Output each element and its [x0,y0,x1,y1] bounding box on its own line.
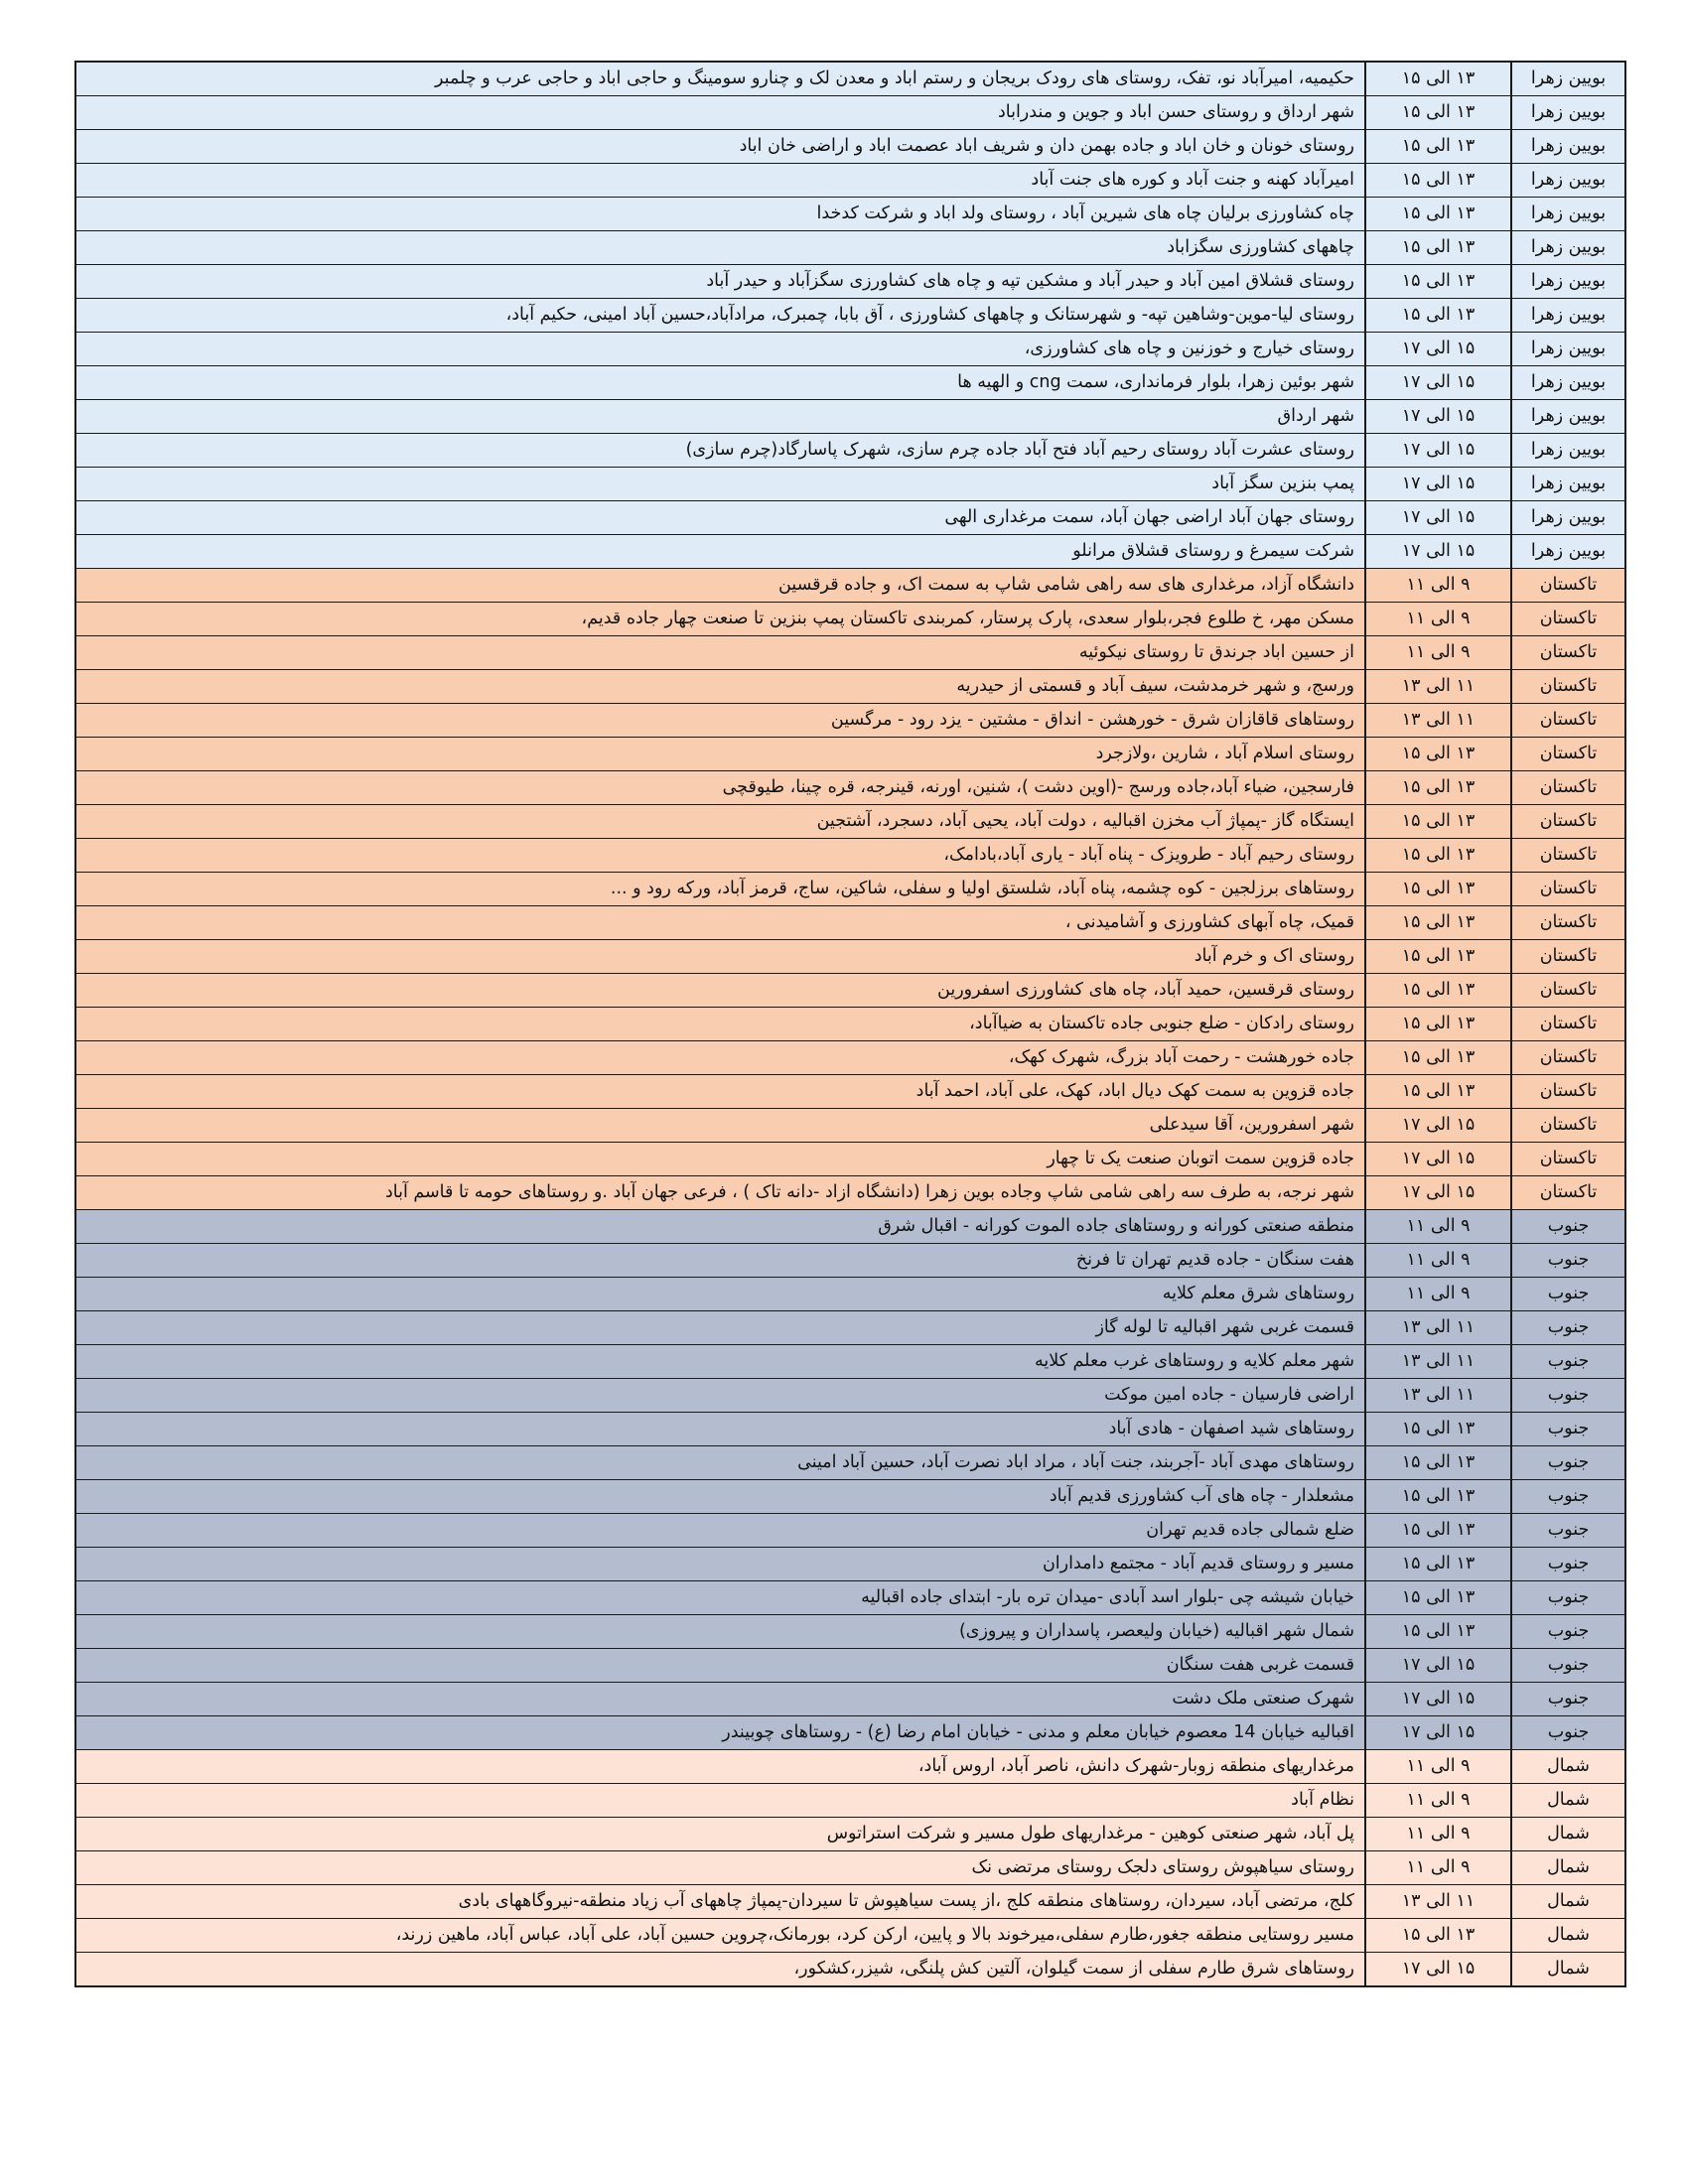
region-cell: جنوب [1511,1649,1625,1683]
time-cell: ۱۳ الی ۱۵ [1365,1446,1511,1480]
time-cell: ۱۵ الی ۱۷ [1365,1109,1511,1143]
table-row [75,1311,1625,1345]
areas-cell: چاههای کشاورزی سگزاباد [75,231,1365,265]
areas-cell: شهر بوئین زهرا، بلوار فرمانداری، سمت cng و الهیه ها [75,366,1365,400]
table-row [75,1109,1625,1143]
region-cell: تاکستان [1511,636,1625,670]
time-cell: ۱۳ الی ۱۵ [1365,1480,1511,1514]
areas-cell: مسکن مهر، خ طلوع فجر،بلوار سعدی، پارک پرستار، کمربندی تاکستان پمپ بنزین تا صنعت چهار جاده قدیم، [75,603,1365,636]
areas-cell: چاه کشاورزی برلیان چاه های شیرین آباد ، روستای ولد اباد و شرکت کدخدا [75,198,1365,231]
table-row [75,333,1625,366]
region-cell: تاکستان [1511,1176,1625,1210]
region-cell: بویین زهرا [1511,366,1625,400]
region-cell: جنوب [1511,1581,1625,1615]
region-cell: بویین زهرا [1511,130,1625,164]
time-cell: ۱۳ الی ۱۵ [1365,265,1511,299]
areas-cell: روستای اسلام آباد ، شارین ،ولازجرد [75,738,1365,771]
time-cell: ۱۵ الی ۱۷ [1365,468,1511,501]
table-row [75,704,1625,738]
areas-cell: روستای قشلاق امین آباد و حیدر آباد و مشکین تپه و چاه های کشاورزی سگزآباد و حیدر آباد [75,265,1365,299]
time-cell: ۱۳ الی ۱۵ [1365,1615,1511,1649]
table-row [75,636,1625,670]
time-cell: ۱۵ الی ۱۷ [1365,535,1511,569]
region-cell: تاکستان [1511,704,1625,738]
region-cell: تاکستان [1511,873,1625,906]
areas-cell: جاده قزوین سمت اتوبان صنعت یک تا چهار [75,1143,1365,1176]
areas-cell: پل آباد، شهر صنعتی کوهین - مرغداریهای طول مسیر و شرکت استراتوس [75,1818,1365,1851]
table-row [75,1851,1625,1885]
areas-cell: روستاهای برزلجین - کوه چشمه، پناه آباد، شلستق اولیا و سفلی، شاکین، ساج، قرمز آباد، ورکه رود و ... [75,873,1365,906]
areas-cell: اقبالیه خیابان 14 معصوم خیابان معلم و مدنی - خیابان امام رضا (ع) - روستاهای چوبیندر [75,1716,1365,1750]
region-cell: تاکستان [1511,1109,1625,1143]
areas-cell: شهر اسفرورین، آقا سیدعلی [75,1109,1365,1143]
table-row [75,1345,1625,1379]
table-row [75,1548,1625,1581]
table-row [75,501,1625,535]
region-cell: تاکستان [1511,1075,1625,1109]
table-row [75,1953,1625,1987]
time-cell: ۱۳ الی ۱۵ [1365,738,1511,771]
areas-cell: فارسجین، ضیاء آباد،جاده ورسج -(اوین دشت )، شنین، اورنه، قینرجه، قره چینا، طیوقچی [75,771,1365,805]
time-cell: ۱۱ الی ۱۳ [1365,1885,1511,1919]
areas-cell: ایستگاه گاز -پمپاژ آب مخزن اقبالیه ، دولت آباد، یحیی آباد، دسجرد، آشتجین [75,805,1365,839]
time-cell: ۱۳ الی ۱۵ [1365,1581,1511,1615]
table-row [75,1784,1625,1818]
areas-cell: شهر نرجه، به طرف سه راهی شامی شاپ وجاده بوین زهرا (دانشگاه ازاد -دانه تاک ) ، فرعی جهان آباد .و روستاهای حومه تا قاسم آباد [75,1176,1365,1210]
region-cell: تاکستان [1511,805,1625,839]
region-cell: شمال [1511,1953,1625,1987]
time-cell: ۱۱ الی ۱۳ [1365,670,1511,704]
time-cell: ۱۳ الی ۱۵ [1365,198,1511,231]
table-row [75,1379,1625,1413]
table-row [75,1480,1625,1514]
time-cell: ۱۳ الی ۱۵ [1365,231,1511,265]
areas-cell: کلج، مرتضی آباد، سیردان، روستاهای منطقه کلج ،از پست سیاهپوش تا سیردان-پمپاژ چاههای آب زیاد منطقه-نیروگاههای بادی [75,1885,1365,1919]
table-row [75,1413,1625,1446]
areas-cell: قسمت غربی شهر اقبالیه تا لوله گاز [75,1311,1365,1345]
time-cell: ۱۳ الی ۱۵ [1365,299,1511,333]
region-cell: جنوب [1511,1716,1625,1750]
areas-cell: ضلع شمالی جاده قدیم تهران [75,1514,1365,1548]
outage-schedule-table [74,61,1626,1987]
region-cell: تاکستان [1511,670,1625,704]
table-row [75,1446,1625,1480]
time-cell: ۹ الی ۱۱ [1365,1278,1511,1311]
areas-cell: پمپ بنزین سگز آباد [75,468,1365,501]
time-cell: ۱۱ الی ۱۳ [1365,1311,1511,1345]
region-cell: جنوب [1511,1413,1625,1446]
region-cell: شمال [1511,1750,1625,1784]
time-cell: ۹ الی ۱۱ [1365,1851,1511,1885]
region-cell: تاکستان [1511,738,1625,771]
region-cell: تاکستان [1511,771,1625,805]
region-cell: شمال [1511,1784,1625,1818]
areas-cell: روستاهای شرق معلم کلایه [75,1278,1365,1311]
region-cell: تاکستان [1511,1143,1625,1176]
areas-cell: روستای عشرت آباد روستای رحیم آباد فتح آباد جاده چرم سازی، شهرک پاسارگاد(چرم سازی) [75,434,1365,468]
table-row [75,569,1625,603]
areas-cell: روستای رحیم آباد - طرویزک - پناه آباد - یاری آباد،بادامک، [75,839,1365,873]
region-cell: جنوب [1511,1446,1625,1480]
region-cell: تاکستان [1511,940,1625,974]
region-cell: بویین زهرا [1511,231,1625,265]
time-cell: ۱۳ الی ۱۵ [1365,1041,1511,1075]
table-row [75,535,1625,569]
table-row [75,400,1625,434]
table-row [75,839,1625,873]
table-row [75,1143,1625,1176]
table-row [75,1075,1625,1109]
time-cell: ۹ الی ۱۱ [1365,1818,1511,1851]
areas-cell: روستای خونان و خان اباد و جاده بهمن دان و شریف اباد عصمت اباد و اراضی خان اباد [75,130,1365,164]
table-row [75,164,1625,198]
time-cell: ۱۱ الی ۱۳ [1365,1379,1511,1413]
table-row [75,1210,1625,1244]
time-cell: ۱۳ الی ۱۵ [1365,771,1511,805]
region-cell: بویین زهرا [1511,468,1625,501]
table-row [75,265,1625,299]
schedule-body [75,62,1625,1986]
areas-cell: حکیمیه، امیرآباد نو، تفک، روستای های رودک بریجان و رستم اباد و معدن لک و چنارو سومینگ و حاجی اباد و حاجی عرب و چلمبر [75,62,1365,96]
time-cell: ۹ الی ۱۱ [1365,1784,1511,1818]
time-cell: ۹ الی ۱۱ [1365,1244,1511,1278]
time-cell: ۱۳ الی ۱۵ [1365,130,1511,164]
areas-cell: شمال شهر اقبالیه (خیابان ولیعصر، پاسداران و پیروزی) [75,1615,1365,1649]
table-row [75,1615,1625,1649]
region-cell: بویین زهرا [1511,96,1625,130]
table-row [75,366,1625,400]
areas-cell: هفت سنگان - جاده قدیم تهران تا فرنخ [75,1244,1365,1278]
table-row [75,906,1625,940]
region-cell: شمال [1511,1885,1625,1919]
time-cell: ۹ الی ۱۱ [1365,636,1511,670]
region-cell: بویین زهرا [1511,535,1625,569]
areas-cell: از حسین اباد جرندق تا روستای نیکوئیه [75,636,1365,670]
region-cell: بویین زهرا [1511,333,1625,366]
table-row [75,1919,1625,1953]
time-cell: ۱۳ الی ۱۵ [1365,1514,1511,1548]
region-cell: جنوب [1511,1548,1625,1581]
region-cell: جنوب [1511,1311,1625,1345]
areas-cell: روستای اک و خرم آباد [75,940,1365,974]
region-cell: تاکستان [1511,1041,1625,1075]
region-cell: بویین زهرا [1511,265,1625,299]
table-row [75,1176,1625,1210]
time-cell: ۱۳ الی ۱۵ [1365,906,1511,940]
region-cell: جنوب [1511,1514,1625,1548]
areas-cell: مسیر روستایی منطقه جغور،طارم سفلی،میرخوند بالا و پایین، ارکن کرد، بورمانک،چروین حسین آباد، علی آباد، عباس آباد، ماهین زرند، [75,1919,1365,1953]
time-cell: ۱۵ الی ۱۷ [1365,1143,1511,1176]
table-row [75,1278,1625,1311]
time-cell: ۱۵ الی ۱۷ [1365,1649,1511,1683]
time-cell: ۱۳ الی ۱۵ [1365,1548,1511,1581]
areas-cell: ورسج، و شهر خرمدشت، سیف آباد و قسمتی از حیدریه [75,670,1365,704]
region-cell: تاکستان [1511,839,1625,873]
areas-cell: قمیک، چاه آبهای کشاورزی و آشامیدنی ، [75,906,1365,940]
time-cell: ۱۳ الی ۱۵ [1365,940,1511,974]
table-row [75,1885,1625,1919]
table-row [75,1581,1625,1615]
areas-cell: شرکت سیمرغ و روستای قشلاق مرانلو [75,535,1365,569]
time-cell: ۱۵ الی ۱۷ [1365,333,1511,366]
table-row [75,130,1625,164]
table-row [75,974,1625,1008]
time-cell: ۱۵ الی ۱۷ [1365,434,1511,468]
table-row [75,670,1625,704]
time-cell: ۱۳ الی ۱۵ [1365,1919,1511,1953]
region-cell: بویین زهرا [1511,400,1625,434]
region-cell: جنوب [1511,1480,1625,1514]
table-row [75,771,1625,805]
region-cell: بویین زهرا [1511,434,1625,468]
areas-cell: روستای رادکان - ضلع جنوبی جاده تاکستان به ضیاآباد، [75,1008,1365,1041]
table-row [75,434,1625,468]
table-row [75,940,1625,974]
region-cell: تاکستان [1511,906,1625,940]
region-cell: جنوب [1511,1278,1625,1311]
time-cell: ۱۳ الی ۱۵ [1365,805,1511,839]
areas-cell: شهرک صنعتی ملک دشت [75,1683,1365,1716]
areas-cell: مسیر و روستای قدیم آباد - مجتمع دامداران [75,1548,1365,1581]
time-cell: ۱۳ الی ۱۵ [1365,1008,1511,1041]
areas-cell: روستای قرقسین، حمید آباد، چاه های کشاورزی اسفرورین [75,974,1365,1008]
areas-cell: روستای خیارج و خوزنین و چاه های کشاورزی، [75,333,1365,366]
region-cell: بویین زهرا [1511,299,1625,333]
time-cell: ۱۵ الی ۱۷ [1365,501,1511,535]
areas-cell: روستاهای شید اصفهان - هادی آباد [75,1413,1365,1446]
table-row [75,96,1625,130]
table-row [75,231,1625,265]
region-cell: جنوب [1511,1379,1625,1413]
table-row [75,1818,1625,1851]
areas-cell: شهر معلم کلایه و روستاهای غرب معلم کلایه [75,1345,1365,1379]
table-row [75,1683,1625,1716]
table-row [75,1649,1625,1683]
table-row [75,738,1625,771]
areas-cell: مشعلدار - چاه های آب کشاورزی قدیم آباد [75,1480,1365,1514]
time-cell: ۱۵ الی ۱۷ [1365,1953,1511,1987]
time-cell: ۹ الی ۱۱ [1365,1750,1511,1784]
areas-cell: روستای جهان آباد اراضی جهان آباد، سمت مرغداری الهی [75,501,1365,535]
areas-cell: جاده خورهشت - رحمت آباد بزرگ، شهرک کهک، [75,1041,1365,1075]
areas-cell: منطقه صنعتی کورانه و روستاهای جاده الموت کورانه - اقبال شرق [75,1210,1365,1244]
table-row [75,603,1625,636]
region-cell: بویین زهرا [1511,198,1625,231]
time-cell: ۱۳ الی ۱۵ [1365,974,1511,1008]
region-cell: جنوب [1511,1345,1625,1379]
time-cell: ۱۵ الی ۱۷ [1365,1683,1511,1716]
areas-cell: قسمت غربی هفت سنگان [75,1649,1365,1683]
areas-cell: شهر ارداق [75,400,1365,434]
areas-cell: جاده قزوین به سمت کهک دیال اباد، کهک، علی آباد، احمد آباد [75,1075,1365,1109]
table-row [75,873,1625,906]
region-cell: شمال [1511,1818,1625,1851]
time-cell: ۹ الی ۱۱ [1365,569,1511,603]
time-cell: ۱۳ الی ۱۵ [1365,873,1511,906]
time-cell: ۱۳ الی ۱۵ [1365,164,1511,198]
areas-cell: روستاهای قاقازان شرق - خورهشن - انداق - مشتین - یزد رود - مرگسین [75,704,1365,738]
region-cell: بویین زهرا [1511,62,1625,96]
time-cell: ۱۳ الی ۱۵ [1365,1413,1511,1446]
time-cell: ۱۱ الی ۱۳ [1365,1345,1511,1379]
time-cell: ۱۳ الی ۱۵ [1365,96,1511,130]
table-row [75,1716,1625,1750]
region-cell: شمال [1511,1851,1625,1885]
region-cell: شمال [1511,1919,1625,1953]
areas-cell: دانشگاه آزاد، مرغداری های سه راهی شامی شاپ به سمت اک، و جاده قرقسین [75,569,1365,603]
region-cell: جنوب [1511,1244,1625,1278]
table-row [75,805,1625,839]
table-row [75,299,1625,333]
region-cell: جنوب [1511,1210,1625,1244]
areas-cell: اراضی فارسیان - جاده امین موکت [75,1379,1365,1413]
areas-cell: شهر ارداق و روستای حسن اباد و جوین و مندراباد [75,96,1365,130]
time-cell: ۹ الی ۱۱ [1365,1210,1511,1244]
table-row [75,1750,1625,1784]
time-cell: ۱۵ الی ۱۷ [1365,366,1511,400]
areas-cell: روستاهای شرق طارم سفلی از سمت گیلوان، آلتین کش پلنگی، شیزر،کشکور، [75,1953,1365,1987]
table-row [75,1041,1625,1075]
time-cell: ۹ الی ۱۱ [1365,603,1511,636]
areas-cell: روستای سیاهپوش روستای دلجک روستای مرتضی نک [75,1851,1365,1885]
areas-cell: خیابان شیشه چی -بلوار اسد آبادی -میدان تره بار- ابتدای جاده اقبالیه [75,1581,1365,1615]
table-row [75,198,1625,231]
areas-cell: مرغداریهای منطقه زوبار-شهرک دانش، ناصر آباد، اروس آباد، [75,1750,1365,1784]
time-cell: ۱۳ الی ۱۵ [1365,839,1511,873]
table-row [75,1244,1625,1278]
areas-cell: روستاهای مهدی آباد -آجربند، جنت آباد ، مراد اباد نصرت آباد، حسین آباد امینی [75,1446,1365,1480]
time-cell: ۱۳ الی ۱۵ [1365,62,1511,96]
table-row [75,1008,1625,1041]
time-cell: ۱۵ الی ۱۷ [1365,400,1511,434]
region-cell: تاکستان [1511,1008,1625,1041]
areas-cell: روستای لیا-موین-وشاهین تپه- و شهرستانک و چاههای کشاورزی ، آق بابا، چمبرک، مرادآباد،حسین آباد امینی، حکیم آباد، [75,299,1365,333]
areas-cell: امیرآباد کهنه و جنت آباد و کوره های جنت آباد [75,164,1365,198]
areas-cell: نظام آباد [75,1784,1365,1818]
region-cell: تاکستان [1511,603,1625,636]
region-cell: بویین زهرا [1511,164,1625,198]
table-row [75,62,1625,96]
time-cell: ۱۱ الی ۱۳ [1365,704,1511,738]
region-cell: جنوب [1511,1615,1625,1649]
time-cell: ۱۳ الی ۱۵ [1365,1075,1511,1109]
table-row [75,1514,1625,1548]
region-cell: تاکستان [1511,569,1625,603]
time-cell: ۱۵ الی ۱۷ [1365,1716,1511,1750]
region-cell: بویین زهرا [1511,501,1625,535]
time-cell: ۱۵ الی ۱۷ [1365,1176,1511,1210]
region-cell: تاکستان [1511,974,1625,1008]
region-cell: جنوب [1511,1683,1625,1716]
table-row [75,468,1625,501]
